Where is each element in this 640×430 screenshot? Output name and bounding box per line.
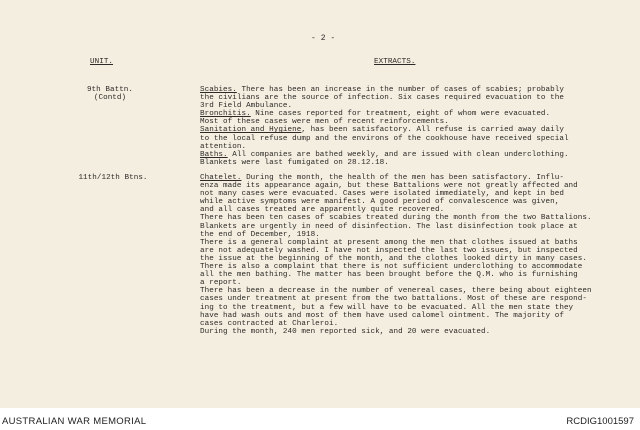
text-line: There is also a complaint that there is not sufficient underclothing to accommodate (200, 263, 583, 272)
unit-label-line: (Contd) (93, 94, 127, 103)
text-line: the end of December, 1918. (200, 230, 320, 239)
unit-label-line: 9th Battn. (86, 86, 134, 94)
text-line: all the men bathing. The matter has been brought before the Q.M. who is furnishing (200, 271, 578, 280)
text-line: the issue at the beginning of the month, and the clothes looked dirty in many cases. (200, 254, 587, 263)
extracts-block-9th-battn (200, 86, 569, 167)
text-line: a report. (200, 279, 242, 288)
text-line: There is a general complaint at present among the men that clothes issued at baths (200, 238, 578, 247)
paragraph-heading: Bronchitis. (200, 110, 251, 119)
text-line: Sanitation and Hygiene, has been satisfactory. All refuse is carried away daily (200, 126, 564, 135)
extracts-column-header: EXTRACTS. (374, 58, 416, 66)
text-line: Baths. All companies are bathed weekly, and are issued with clean underclothing. (200, 150, 569, 159)
unit-label-11th-12th-btns (78, 174, 148, 182)
record-id: RCDIG1001597 (566, 416, 634, 427)
text-line: ing to the treatment, but a few will have to be evacuated. All the men state they (200, 303, 574, 312)
page-number: - 2 - (311, 34, 336, 43)
text-line: There has been a decrease in the number of venereal cases, there being about eighteen (200, 287, 592, 296)
text-line: cases under treatment at present from the two battalions. Most of these are respond- (200, 295, 587, 304)
paragraph-heading: Sanitation and Hygiene (200, 126, 302, 135)
text-line: Scabies. There has been an increase in the number of cases of scabies; probably (200, 86, 564, 94)
extracts-block-11th-12th-btns (200, 174, 592, 336)
unit-column-header: UNIT. (90, 58, 114, 66)
text-line: while active symptoms were manifest. A good period of convalescence was given, (200, 198, 560, 207)
unit-label-9th-battn (86, 86, 134, 102)
text-line: cases contracted at Charleroi. (200, 319, 339, 328)
text-line: have had wash outs and most of them have used calomel ointment. The majority of (200, 311, 564, 320)
text-line: attention. (200, 142, 247, 151)
text-line: Most of these cases were men of recent reinforcements. (200, 118, 449, 127)
paragraph-heading: Chatelet. (200, 174, 242, 182)
text-line: Chatelet. During the month, the health of the men has been satisfactory. Influ- (200, 174, 564, 182)
text-line: Blankets are urgently in need of disinfection. The last disinfection took place at (200, 222, 578, 231)
text-line: the civilians are the source of infection. Six cases required evacuation to the (200, 94, 564, 103)
paragraph-heading: Scabies. (200, 86, 237, 94)
text-line: There has been ten cases of scabies treated during the month from the two Battalions. (200, 214, 592, 223)
text-line: Blankets were last fumigated on 28.12.18. (200, 158, 389, 167)
text-line: to the local refuse dump and the environs of the cookhouse have received special (200, 134, 569, 143)
text-line: not many cases were evacuated. Cases were isolated immediately, and kept in bed (200, 190, 564, 199)
text-line: During the month, 240 men reported sick, and 20 were evacuated. (200, 327, 491, 336)
text-line: are not adequately washed. I have not inspected the last two issues, but inspected (200, 246, 578, 255)
text-line: enza made its appearance again, but these Battalions were not greatly affected and (200, 182, 578, 191)
text-line: and all cases treated are apparently quite recovered. (200, 206, 445, 215)
unit-label-line: 11th/12th Btns. (78, 174, 148, 182)
text-line: Bronchitis. Nine cases reported for treatment, eight of whom were evacuated. (200, 110, 551, 119)
text-line: 3rd Field Ambulance. (200, 102, 293, 111)
archive-credit: AUSTRALIAN WAR MEMORIAL (2, 416, 147, 427)
paragraph-heading: Baths. (200, 150, 228, 159)
